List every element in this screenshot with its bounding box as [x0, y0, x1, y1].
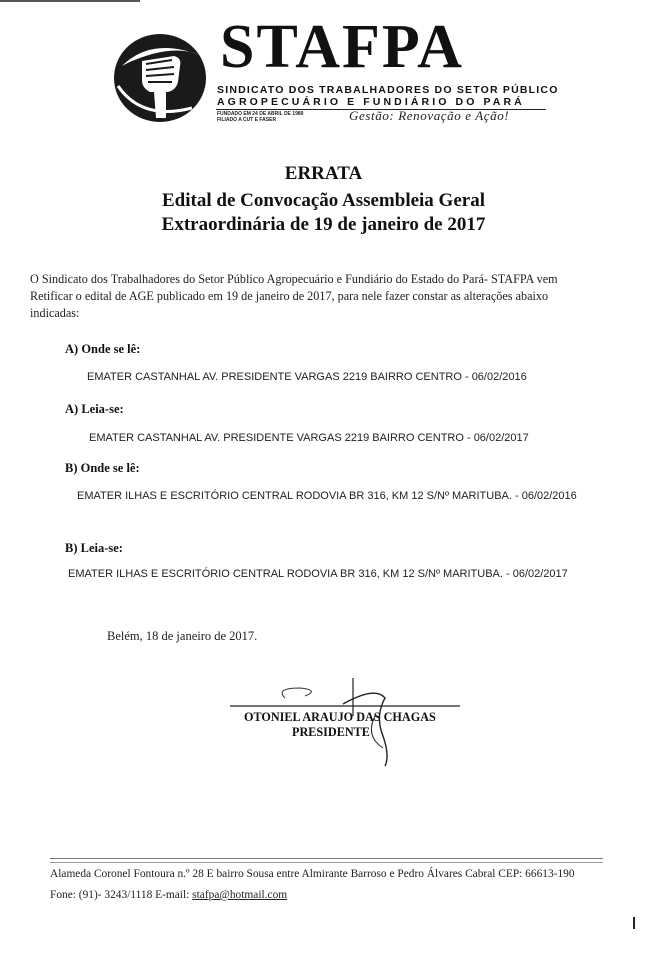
- top-edge-line: [0, 0, 140, 2]
- correction-label: A) Onde se lê:: [65, 342, 141, 356]
- founded-text: FUNDADO EM 24 DE ABRIL DE 1989: [217, 111, 304, 117]
- raised-fist-emblem-icon: [112, 26, 212, 126]
- footer-contact: [50, 889, 287, 901]
- brand-subtitle-1: SINDICATO DOS TRABALHADORES DO SETOR PÚBLICO: [217, 84, 559, 96]
- correction-text: EMATER ILHAS E ESCRITÓRIO CENTRAL RODOVIA BR 316, KM 12 S/Nº MARITUBA. - 06/02/2016: [77, 490, 577, 502]
- footer-address: Alameda Coronel Fontoura n.º 28 E bairro Sousa entre Almirante Barroso e Pedro Álvares Cabral CEP: 66613-190: [50, 868, 575, 880]
- correction-label: B) Leia-se:: [65, 541, 123, 555]
- footer-phone: Fone: (91)- 3243/1118 E-mail:: [50, 889, 190, 901]
- intro-line-3: indicadas:: [30, 306, 80, 320]
- footer-rule: [50, 858, 603, 859]
- intro-line-1: O Sindicato dos Trabalhadores do Setor Público Agropecuário e Fundiário do Estado do Pará- STAFPA vem: [30, 272, 558, 286]
- affiliation-text: FILIADO A CUT E FASER: [217, 117, 277, 123]
- correction-text: EMATER ILHAS E ESCRITÓRIO CENTRAL RODOVIA BR 316, KM 12 S/Nº MARITUBA. - 06/02/2017: [68, 568, 568, 580]
- document-subtitle-1: Edital de Convocação Assembleia Geral: [162, 190, 485, 211]
- letterhead: [112, 13, 559, 132]
- correction-label: A) Leia-se:: [65, 402, 124, 416]
- correction-text: EMATER CASTANHAL AV. PRESIDENTE VARGAS 2219 BAIRRO CENTRO - 06/02/2017: [89, 432, 529, 444]
- intro-line-2: Retificar o edital de AGE publicado em 19 de janeiro de 2017, para nele fazer constar as alterações abaixo: [30, 289, 549, 303]
- document-date: Belém, 18 de janeiro de 2017.: [107, 629, 258, 643]
- brand-motto: Gestão: Renovação e Ação!: [349, 108, 510, 123]
- signatory-role: PRESIDENTE: [292, 725, 370, 739]
- page-mark: [633, 917, 635, 929]
- brand-founded: [217, 111, 303, 123]
- brand-name: STAFPA: [220, 13, 464, 81]
- footer-rule: [50, 862, 603, 863]
- intro-paragraph: [30, 271, 620, 322]
- footer-email-link[interactable]: stafpa@hotmail.com: [192, 889, 288, 901]
- document-subtitle-2: Extraordinária de 19 de janeiro de 2017: [161, 214, 486, 235]
- signatory-name: OTONIEL ARAUJO DAS CHAGAS: [244, 710, 436, 724]
- correction-text: EMATER CASTANHAL AV. PRESIDENTE VARGAS 2219 BAIRRO CENTRO - 06/02/2016: [87, 371, 527, 383]
- brand-subtitle-2: AGROPECUÁRIO E FUNDIÁRIO DO PARÁ: [217, 96, 525, 108]
- document-title: ERRATA: [284, 163, 363, 184]
- correction-label: B) Onde se lê:: [65, 461, 140, 475]
